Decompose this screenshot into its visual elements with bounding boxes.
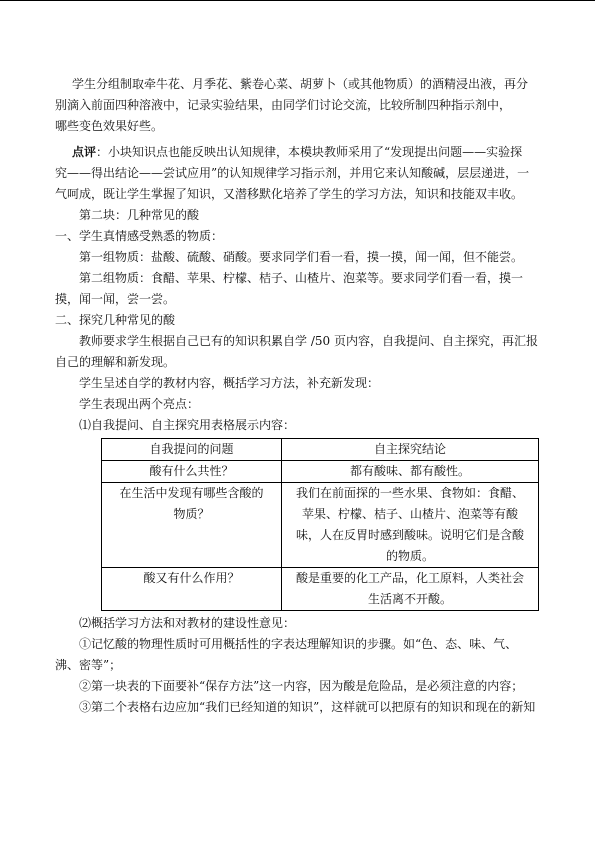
table-cell-conclusion: 酸是重要的化工产品，化工原料，人类社会生活离不开酸。 — [282, 568, 539, 611]
document-page — [55, 74, 540, 718]
item3-text: ③第二个表格右边应加“我们已经知道的知识”，这样就可以把原有的知识和现在的新知 — [79, 700, 536, 714]
group1-text: 第一组物质：盐酸、硫酸、硝酸。要求同学们看一看，摸一摸，闻一闻，但不能尝。 — [79, 250, 524, 264]
section2-heading: 二、探究几种常见的酸 — [55, 313, 176, 327]
table-header-row — [102, 439, 539, 461]
table-header-question: 自我提问的问题 — [102, 439, 282, 461]
comment-line3: 气呵成，既让学生掌握了知识，又潜移默化培养了学生的学习方法，知识和技能双丰收。 — [55, 187, 524, 201]
para1-line2: 别滴入前面四种溶液中，记录实验结果，由同学们讨论交流，比较所制四种指示剂中， — [55, 98, 512, 112]
group2-line2: 摸，闻一闻，尝一尝。 — [55, 292, 176, 306]
comment-line1-text: ：小块知识点也能反映出认知规律，本模块教师采用了“发现提出问题——实验探 — [96, 145, 523, 159]
section2-p1-line2: 自己的理解和新发现。 — [55, 355, 176, 369]
para1-line3: 哪些变色效果好些。 — [55, 119, 164, 133]
table-row — [102, 461, 539, 483]
section2-p1-line1: 教师要求学生根据自己已有的知识积累自学 /50 页内容，自我提问、自主探究，再汇报 — [79, 334, 538, 348]
table-row — [102, 483, 539, 568]
item1-line2: 沸、密等”； — [55, 658, 122, 672]
table-cell-question: 酸又有什么作用？ — [102, 568, 282, 611]
table-header-conclusion: 自主探究结论 — [282, 439, 539, 461]
para1-line1: 学生分组制取牵牛花、月季花、紫卷心菜、胡萝卜（或其他物质）的酒精浸出液，再分 — [72, 77, 529, 91]
section1-heading: 一、学生真情感受熟悉的物质： — [55, 229, 224, 243]
page-top-border — [0, 0, 595, 1]
comment-line1 — [55, 142, 540, 163]
table-row — [102, 568, 539, 611]
comment-line2: 究——得出结论——尝试应用”的认知规律学习指示剂，并用它来认知酸碱，层层递进，一 — [55, 166, 530, 180]
group2-line1: 第二组物质：食醋、苹果、柠檬、桔子、山楂片、泡菜等。要求同学们看一看，摸一 — [79, 271, 524, 285]
section3-p5: ⑵概括学习方法和对教材的建设性意见： — [79, 616, 296, 630]
table-cell-conclusion: 都有酸味、都有酸性。 — [282, 461, 539, 483]
section2-p4: ⑴自我提问、自主探究用表格展示内容： — [79, 418, 296, 432]
item1-line1: ①记忆酸的物理性质时可用概括性的字表达理解知识的步骤。如“色、态、味、气、 — [79, 637, 518, 651]
section2-p3: 学生表现出两个亮点： — [79, 397, 200, 411]
item2-text: ②第一块表的下面要补“保存方法”这一内容，因为酸是危险品，是必须注意的内容； — [79, 679, 524, 693]
table-cell-question: 酸有什么共性？ — [102, 461, 282, 483]
comment-label: 点评 — [72, 145, 97, 159]
table-cell-question: 在生活中发现有哪些含酸的物质？ — [102, 483, 282, 568]
table-cell-conclusion: 我们在前面探的一些水果、食物如：食醋、苹果、柠檬、桔子、山楂片、泡菜等有酸味，人在反胃时感到酸味。说明它们是含酸的物质。 — [282, 483, 539, 568]
inquiry-table — [101, 438, 539, 611]
section2-p2: 学生呈述自学的教材内容，概括学习方法，补充新发现： — [79, 376, 380, 390]
block2-title: 第二块：几种常见的酸 — [79, 208, 200, 222]
